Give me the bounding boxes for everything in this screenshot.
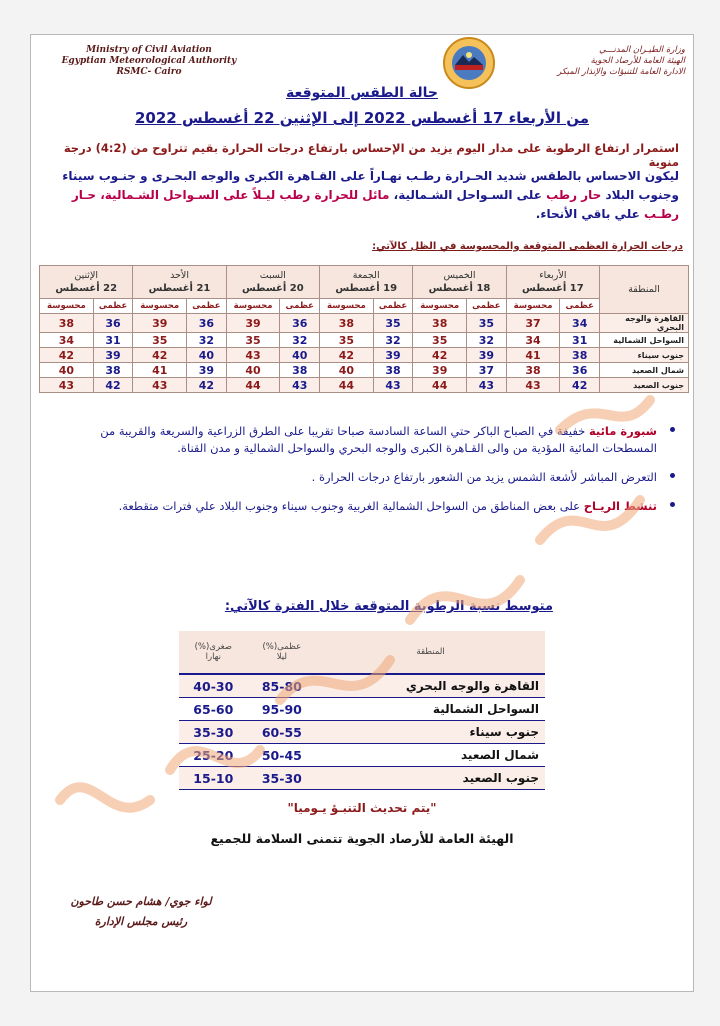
table-row — [179, 721, 545, 744]
feel-label: محسوسة — [133, 299, 187, 314]
header-en-rsmc: RSMC- Cairo — [116, 67, 182, 77]
humidity-max-cell: 85-80 — [248, 674, 317, 698]
feel-temp-cell: 43 — [133, 378, 187, 393]
max-label: عظمى — [187, 299, 227, 314]
humidity-min-header: صغرى(%) نهارا — [179, 631, 248, 674]
max-temp-cell: 42 — [560, 378, 600, 393]
feel-temp-cell: 38 — [40, 314, 94, 333]
feel-temp-cell: 38 — [320, 314, 374, 333]
max-temp-cell: 36 — [187, 314, 227, 333]
max-temp-cell: 32 — [187, 333, 227, 348]
update-note: "يتم تحديث التنبـؤ يـوميا" — [287, 801, 437, 815]
max-label: عظمى — [373, 299, 413, 314]
bulletin-page — [30, 34, 694, 992]
humidity-max-cell: 50-45 — [248, 744, 317, 767]
max-label: عظمى — [467, 299, 507, 314]
max-temp-cell: 39 — [373, 348, 413, 363]
table-row — [40, 314, 689, 333]
max-temp-cell: 32 — [467, 333, 507, 348]
humidity-title: متوسط نسبة الرطوبة المتوقعة خلال الفترة كالآتي: — [224, 599, 553, 614]
signature-role: رئيس مجلس الإدارة — [94, 915, 188, 928]
max-temp-cell: 42 — [93, 378, 133, 393]
humidity-max-cell: 35-30 — [248, 767, 317, 790]
humidity-min-cell: 65-60 — [179, 698, 248, 721]
feel-temp-cell: 39 — [413, 363, 467, 378]
max-label: عظمى — [560, 299, 600, 314]
humidity-max-cell: 95-90 — [248, 698, 317, 721]
advisory-wind-title: تنشط الريـاح — [583, 499, 657, 513]
max-temp-cell: 35 — [373, 314, 413, 333]
ema-logo-icon — [441, 35, 497, 91]
page-title: حالة الطقس المتوقعة — [286, 85, 438, 101]
temps-region-header: المنطقة — [600, 266, 689, 314]
feel-temp-cell: 42 — [40, 348, 94, 363]
feel-temp-cell: 37 — [506, 314, 560, 333]
humidity-min-cell: 15-10 — [179, 767, 248, 790]
feel-temp-cell: 41 — [506, 348, 560, 363]
advisory-wind-text: على بعض المناطق من السواحل الشمالية الغربية وجنوب سيناء وجنوب البلاد علي فترات متقطعة. — [118, 499, 581, 513]
feel-temp-cell: 38 — [506, 363, 560, 378]
bullet-icon — [670, 427, 675, 432]
summary-part3: علي باقي الأنحاء. — [535, 207, 640, 221]
day-header: السبت 20 أغسطس — [226, 266, 319, 299]
feel-temp-cell: 43 — [506, 378, 560, 393]
feel-label: محسوسة — [40, 299, 94, 314]
day-header: الجمعة 19 أغسطس — [320, 266, 413, 299]
max-label: عظمى — [280, 299, 320, 314]
summary-hot1: حار رطب — [546, 188, 602, 202]
feel-temp-cell: 40 — [320, 363, 374, 378]
max-temp-cell: 38 — [373, 363, 413, 378]
max-temp-cell: 36 — [93, 314, 133, 333]
humidity-region-header: المنطقة — [316, 631, 545, 674]
table-row — [40, 348, 689, 363]
header-ar-authority: الهيئة العامة للأرصاد الجوية — [590, 56, 685, 66]
feel-temp-cell: 35 — [226, 333, 280, 348]
advisory-fog — [43, 423, 679, 457]
max-temp-cell: 31 — [93, 333, 133, 348]
feel-temp-cell: 39 — [133, 314, 187, 333]
forecast-period: من الأربعاء 17 أغسطس 2022 إلى الإثنين 22 أغسطس 2022 — [135, 109, 589, 127]
feel-temp-cell: 43 — [40, 378, 94, 393]
day-header: الأحد 21 أغسطس — [133, 266, 226, 299]
feel-temp-cell: 34 — [506, 333, 560, 348]
advisories-list — [43, 423, 679, 527]
humidity-region-cell: جنوب سيناء — [316, 721, 545, 744]
feel-temp-cell: 42 — [320, 348, 374, 363]
feel-temp-cell: 42 — [413, 348, 467, 363]
feel-label: محسوسة — [506, 299, 560, 314]
advisory-fog-title: شبورة مائية — [588, 424, 657, 438]
region-cell: السواحل الشمالية — [600, 333, 689, 348]
table-row — [179, 698, 545, 721]
feel-temp-cell: 43 — [226, 348, 280, 363]
feel-temp-cell: 44 — [413, 378, 467, 393]
advisory-wind — [43, 498, 679, 515]
humidity-region-cell: شمال الصعيد — [316, 744, 545, 767]
feel-temp-cell: 35 — [320, 333, 374, 348]
signature-name: لواء جوي/ هشام حسن طاحون — [70, 895, 212, 908]
table-row — [40, 363, 689, 378]
max-label: عظمى — [93, 299, 133, 314]
feel-label: محسوسة — [226, 299, 280, 314]
feel-temp-cell: 41 — [133, 363, 187, 378]
feel-label: محسوسة — [413, 299, 467, 314]
summary-hot2: حـار رطـب — [71, 188, 679, 221]
temps-caption: درجات الحرارة العظمى المتوقعة والمحسوسة في الظل كالآتي: — [372, 241, 683, 252]
max-temp-cell: 34 — [560, 314, 600, 333]
max-temp-cell: 35 — [467, 314, 507, 333]
table-row — [40, 333, 689, 348]
humidity-max-cell: 60-55 — [248, 721, 317, 744]
region-cell: شمال الصعيد — [600, 363, 689, 378]
max-temp-cell: 40 — [280, 348, 320, 363]
max-temp-cell: 38 — [280, 363, 320, 378]
humidity-min-cell: 25-20 — [179, 744, 248, 767]
table-row — [179, 767, 545, 790]
feel-temp-cell: 34 — [40, 333, 94, 348]
closing-line: الهيئة العامة للأرصاد الجوية تتمنى السلامة للجميع — [210, 831, 514, 846]
max-temp-cell: 32 — [373, 333, 413, 348]
table-row — [179, 744, 545, 767]
feel-temp-cell: 44 — [226, 378, 280, 393]
max-temp-cell: 38 — [560, 348, 600, 363]
day-header: الخميس 18 أغسطس — [413, 266, 506, 299]
humidity-region-cell: جنوب الصعيد — [316, 767, 545, 790]
feel-temp-cell: 40 — [40, 363, 94, 378]
header-ar-department: الادارة العامة للتنبؤات والإنذار المبكر — [557, 67, 685, 77]
bullet-icon — [670, 473, 675, 478]
summary-paragraph — [39, 167, 679, 224]
advisory-sun-text: التعرض المباشر لأشعة الشمس يزيد من الشعور بارتفاع درجات الحرارة . — [311, 470, 657, 484]
region-cell: جنوب الصعيد — [600, 378, 689, 393]
table-row — [179, 674, 545, 698]
day-header: الأربعاء 17 أغسطس — [506, 266, 599, 299]
feel-temp-cell: 44 — [320, 378, 374, 393]
max-temp-cell: 43 — [280, 378, 320, 393]
summary-part2: على السـواحل الشـمالية، — [393, 188, 542, 202]
max-temp-cell: 39 — [467, 348, 507, 363]
max-temp-cell: 32 — [280, 333, 320, 348]
max-temp-cell: 37 — [467, 363, 507, 378]
max-temp-cell: 38 — [93, 363, 133, 378]
feel-temp-cell: 35 — [413, 333, 467, 348]
advisory-sun — [43, 469, 679, 486]
table-row — [40, 378, 689, 393]
humidity-region-cell: السواحل الشمالية — [316, 698, 545, 721]
max-temp-cell: 31 — [560, 333, 600, 348]
humidity-table — [179, 631, 545, 790]
region-cell: القاهرة والوجه البحري — [600, 314, 689, 333]
intro-paragraph: استمرار ارتفاع الرطوبة على مدار اليوم يزيد من الإحساس بارتفاع درجات الحرارة بقيم تتراوح من (4:2) درجة منوية — [63, 141, 679, 169]
humidity-min-cell: 40-30 — [179, 674, 248, 698]
feel-label: محسوسة — [320, 299, 374, 314]
max-temp-cell: 42 — [187, 378, 227, 393]
header-arabic — [535, 45, 685, 78]
feel-temp-cell: 38 — [413, 314, 467, 333]
feel-temp-cell: 40 — [226, 363, 280, 378]
feel-temp-cell: 42 — [133, 348, 187, 363]
humidity-max-header: عظمى(%) ليلا — [248, 631, 317, 674]
advisory-fog-text: خفيفة في الصباح الباكر حتي الساعة السادسة صباحا تقريبا على الطرق الزراعية والسريعة والقريبة من المسطحات المائية المؤدية من والى القـاهرة الكبرى والوجه البحري والسواحل الشمالية و مدن القناة. — [100, 424, 657, 455]
day-header: الإثنين 22 أغسطس — [40, 266, 133, 299]
summary-part1: ليكون الاحساس بالطقس شديد الحـرارة رطـب نهـاراً على القـاهرة الكبرى والوجه البحـرى و جنـوب سيناء وجنوب البلاد — [62, 169, 679, 202]
header-en-ministry: Ministry of Civil Aviation — [86, 45, 212, 55]
max-temp-cell: 40 — [187, 348, 227, 363]
max-temp-cell: 39 — [187, 363, 227, 378]
header-en-authority: Egyptian Meteorological Authority — [61, 56, 237, 66]
max-temp-cell: 39 — [93, 348, 133, 363]
humidity-min-cell: 35-30 — [179, 721, 248, 744]
feel-temp-cell: 35 — [133, 333, 187, 348]
header-english — [59, 45, 239, 78]
header-ar-ministry: وزارة الطيـران المدنـــي — [598, 45, 685, 55]
max-temp-cell: 36 — [560, 363, 600, 378]
region-cell: جنوب سيناء — [600, 348, 689, 363]
temperature-table — [39, 265, 689, 393]
max-temp-cell: 36 — [280, 314, 320, 333]
bullet-icon — [670, 502, 675, 507]
feel-temp-cell: 39 — [226, 314, 280, 333]
max-temp-cell: 43 — [373, 378, 413, 393]
max-temp-cell: 43 — [467, 378, 507, 393]
summary-mild: مائل للحرارة رطب ليـلاً على السـواحل الشـمالية، — [100, 188, 390, 202]
humidity-region-cell: القاهرة والوجه البحري — [316, 674, 545, 698]
